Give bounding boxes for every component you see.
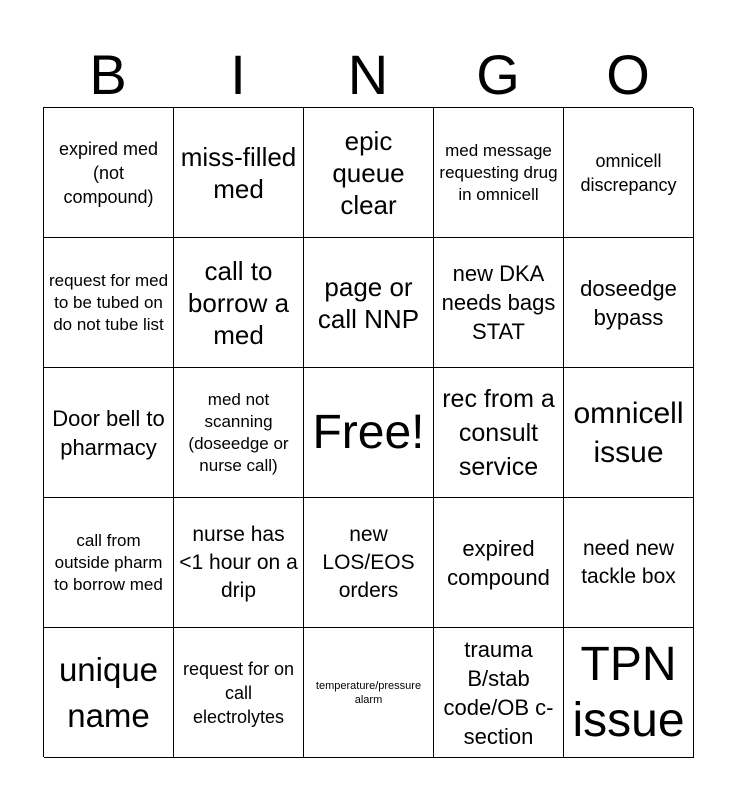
bingo-cell-b5[interactable]: unique name <box>44 628 174 758</box>
bingo-cell-b2[interactable]: request for med to be tubed on do not tube list <box>44 238 174 368</box>
bingo-cell-o1[interactable]: omnicell discrepancy <box>564 108 694 238</box>
header-letter-o: O <box>606 43 650 106</box>
header-letter-b: B <box>89 43 127 106</box>
bingo-cell-g5[interactable]: trauma B/stab code/OB c-section <box>434 628 564 758</box>
bingo-cell-n2[interactable]: page or call NNP <box>304 238 434 368</box>
bingo-cell-o4[interactable]: need new tackle box <box>564 498 694 628</box>
bingo-cell-i2[interactable]: call to borrow a med <box>174 238 304 368</box>
header-letter-n: N <box>347 43 389 106</box>
bingo-cell-b4[interactable]: call from outside pharm to borrow med <box>44 498 174 628</box>
bingo-cell-o3[interactable]: omnicell issue <box>564 368 694 498</box>
bingo-cell-o5[interactable]: TPN issue <box>564 628 694 758</box>
bingo-cell-b1[interactable]: expired med (not compound) <box>44 108 174 238</box>
header-letter-i: I <box>230 43 246 106</box>
bingo-header <box>43 42 693 108</box>
bingo-cell-free[interactable]: Free! <box>304 368 434 498</box>
bingo-cell-g4[interactable]: expired compound <box>434 498 564 628</box>
bingo-cell-n1[interactable]: epic queue clear <box>304 108 434 238</box>
bingo-cell-b3[interactable]: Door bell to pharmacy <box>44 368 174 498</box>
bingo-cell-i4[interactable]: nurse has <1 hour on a drip <box>174 498 304 628</box>
bingo-cell-n4[interactable]: new LOS/EOS orders <box>304 498 434 628</box>
bingo-cell-i3[interactable]: med not scanning (doseedge or nurse call) <box>174 368 304 498</box>
bingo-cell-g2[interactable]: new DKA needs bags STAT <box>434 238 564 368</box>
bingo-cell-i1[interactable]: miss-filled med <box>174 108 304 238</box>
bingo-board <box>43 107 693 757</box>
bingo-cell-n5[interactable]: temperature/pressure alarm <box>304 628 434 758</box>
header-letter-g: G <box>476 43 520 106</box>
bingo-cell-i5[interactable]: request for on call electrolytes <box>174 628 304 758</box>
bingo-cell-g1[interactable]: med message requesting drug in omnicell <box>434 108 564 238</box>
bingo-cell-g3[interactable]: rec from a consult service <box>434 368 564 498</box>
bingo-cell-o2[interactable]: doseedge bypass <box>564 238 694 368</box>
